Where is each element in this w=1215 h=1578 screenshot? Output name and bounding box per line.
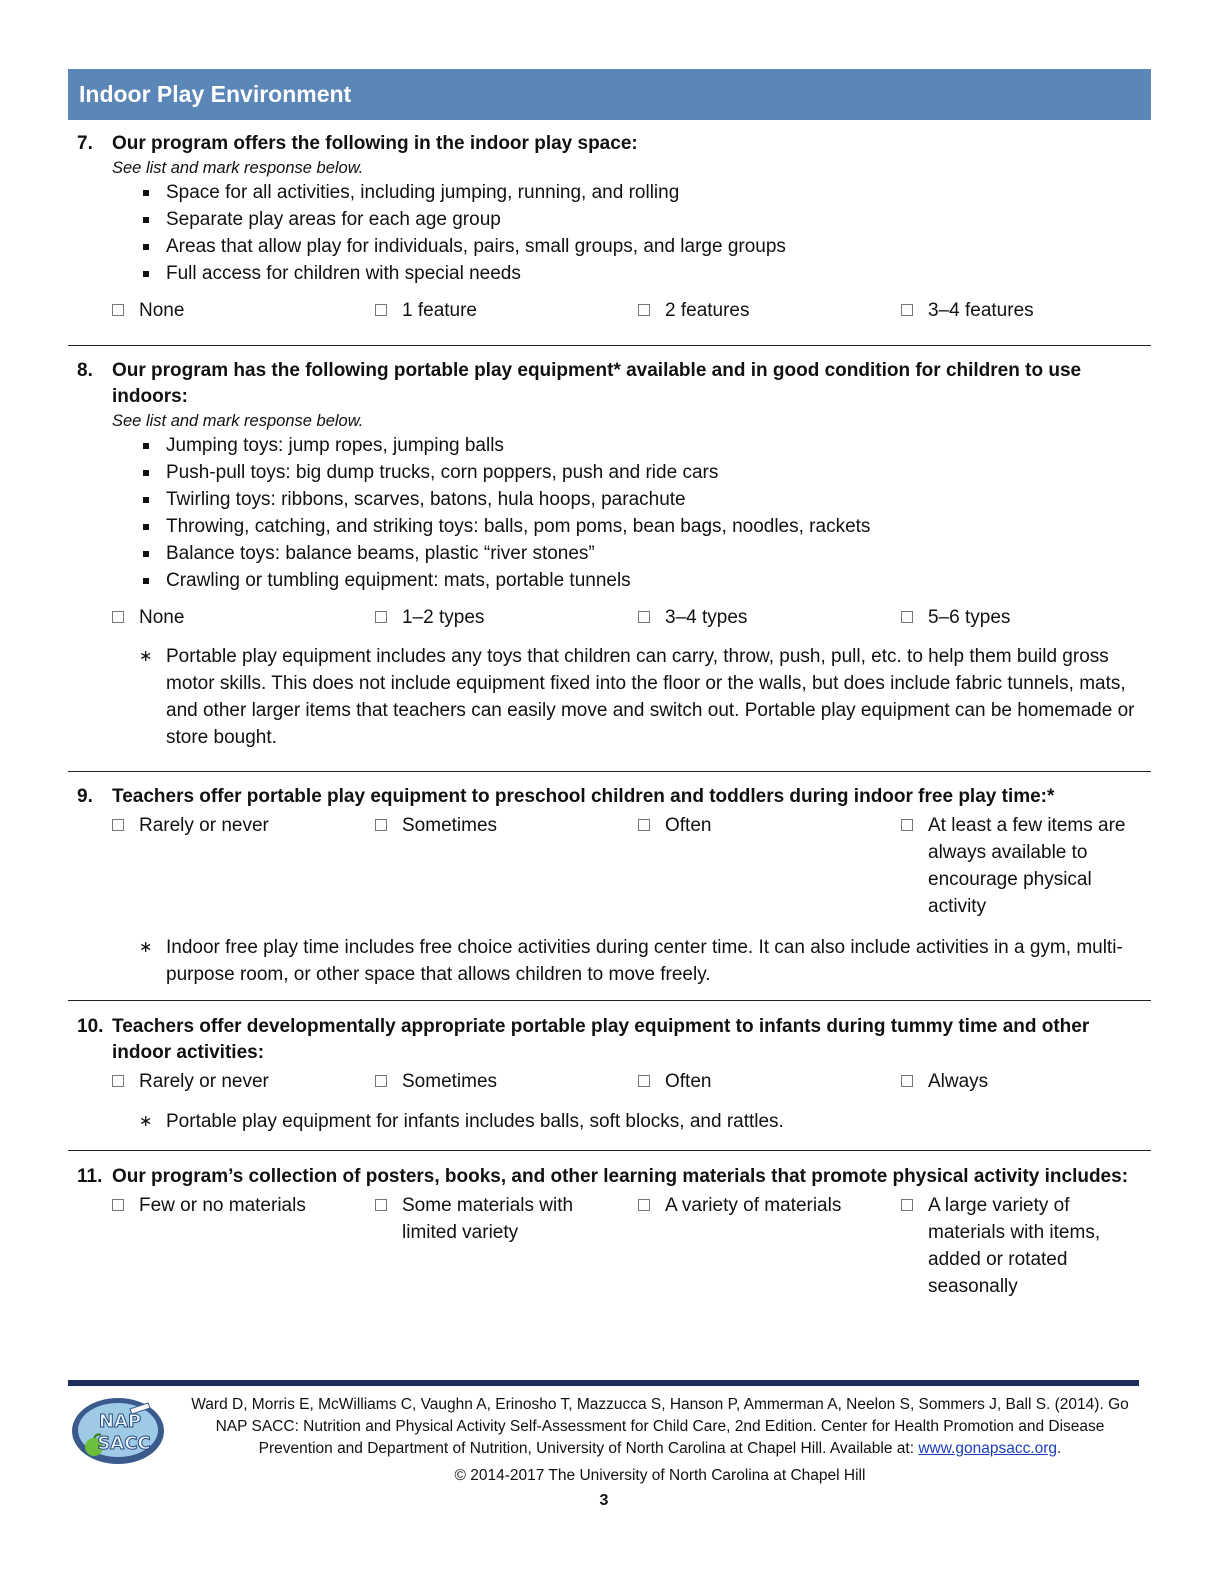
option-checkbox[interactable]	[112, 604, 357, 631]
website-link[interactable]: www.gonapsacc.org	[918, 1440, 1058, 1457]
footnote-text: Portable play equipment for infants includes balls, soft blocks, and rattles.	[166, 1111, 784, 1132]
checkbox-icon[interactable]	[901, 611, 913, 623]
question-instructions: See list and mark response below.	[112, 159, 364, 177]
divider	[68, 771, 1151, 772]
option-label: Rarely or never	[139, 815, 269, 836]
list-item: Push-pull toys: big dump trucks, corn poppers, push and ride cars	[138, 459, 1151, 486]
question-number: 9.	[77, 786, 93, 807]
option-label: 5–6 types	[928, 607, 1011, 628]
asterisk-icon: ∗	[139, 648, 153, 665]
citation-end: .	[1057, 1440, 1062, 1457]
option-label: Often	[665, 815, 712, 836]
checkbox-icon[interactable]	[112, 611, 124, 623]
option-checkbox[interactable]	[112, 1192, 357, 1219]
equipment-list	[68, 432, 1151, 594]
option-checkbox[interactable]	[375, 604, 620, 631]
answer-options	[68, 297, 1151, 327]
option-checkbox[interactable]	[112, 812, 357, 839]
checkbox-icon[interactable]	[112, 1199, 124, 1211]
option-label: A large variety of materials with items, added or rotated seasonally	[928, 1195, 1101, 1297]
page-number: 3	[599, 1492, 609, 1509]
nap-sacc-logo-icon	[70, 1395, 168, 1467]
checkbox-icon[interactable]	[375, 819, 387, 831]
divider	[68, 345, 1151, 346]
option-label: 3–4 features	[928, 300, 1034, 321]
option-label: Sometimes	[402, 1071, 498, 1092]
nap-sacc-logo	[70, 1395, 168, 1467]
list-item: Full access for children with special needs	[138, 260, 1151, 287]
option-label: Always	[928, 1071, 989, 1092]
question-title	[68, 131, 1151, 157]
checkbox-icon[interactable]	[375, 1075, 387, 1087]
question-7	[68, 131, 1151, 327]
option-label: At least a few items are always available to encourage physical activity	[928, 815, 1126, 917]
option-label: Few or no materials	[139, 1195, 306, 1216]
option-label: 1 feature	[402, 300, 477, 321]
question-11	[68, 1164, 1151, 1300]
option-label: None	[139, 300, 185, 321]
question-title	[68, 1014, 1151, 1066]
question-number: 8.	[77, 360, 93, 381]
checkbox-icon[interactable]	[901, 1075, 913, 1087]
question-text: Teachers offer developmentally appropriate portable play equipment to infants during tummy time and other indoor activities:	[112, 1016, 1090, 1063]
copyright: © 2014-2017 The University of North Carolina at Chapel Hill	[454, 1467, 866, 1484]
option-checkbox[interactable]	[375, 812, 620, 839]
option-checkbox[interactable]	[638, 812, 883, 839]
option-checkbox[interactable]	[638, 1192, 883, 1219]
option-label: None	[139, 607, 185, 628]
checkbox-icon[interactable]	[638, 1075, 650, 1087]
question-number: 11.	[77, 1166, 103, 1187]
footnote-text: Portable play equipment includes any toys that children can carry, throw, push, pull, etc. to help them build gross motor skills. This does not include equipment fixed into the floor or the walls, but does include fabric tunnels, mats, and other larger items that teachers can easily move and switch out. Portable play equipment can be homemade or store bought.	[166, 646, 1135, 748]
option-checkbox[interactable]	[112, 297, 357, 324]
option-label: Some materials with limited variety	[402, 1195, 574, 1243]
citation-text: Ward D, Morris E, McWilliams C, Vaughn A, Erinosho T, Mazzucca S, Hanson P, Ammerman A, Neelon S, Sommers J, Ball S. (2014). Go NAP SACC: Nutrition and Physical Activity Self-Assessment for Child Care, 2nd Edition. Center for Health Promotion and Disease Prevention and Department of Nutrition, University of North Carolina at Chapel Hill. Available at:	[191, 1396, 1129, 1457]
asterisk-icon: ∗	[139, 1113, 153, 1130]
answer-options	[68, 1068, 1151, 1098]
checkbox-icon[interactable]	[375, 1199, 387, 1211]
asterisk-icon: ∗	[139, 939, 153, 956]
question-instructions: See list and mark response below.	[112, 412, 364, 430]
list-item: Twirling toys: ribbons, scarves, batons, hula hoops, parachute	[138, 486, 1151, 513]
checkbox-icon[interactable]	[112, 304, 124, 316]
checkbox-icon[interactable]	[638, 1199, 650, 1211]
option-label: 2 features	[665, 300, 750, 321]
checkbox-icon[interactable]	[112, 1075, 124, 1087]
footer-bar	[68, 1380, 1139, 1386]
question-title	[68, 1164, 1151, 1190]
list-item: Separate play areas for each age group	[138, 206, 1151, 233]
option-checkbox[interactable]	[375, 297, 620, 324]
footnote	[68, 1108, 1151, 1135]
answer-options	[68, 604, 1151, 634]
divider	[68, 1000, 1151, 1001]
list-item: Space for all activities, including jumping, running, and rolling	[138, 179, 1151, 206]
option-label: Rarely or never	[139, 1071, 269, 1092]
option-checkbox[interactable]	[901, 297, 1146, 324]
option-checkbox[interactable]	[901, 604, 1146, 631]
list-item: Jumping toys: jump ropes, jumping balls	[138, 432, 1151, 459]
option-checkbox[interactable]	[375, 1068, 620, 1095]
question-title	[68, 358, 1151, 410]
option-checkbox[interactable]	[901, 812, 1146, 920]
list-item: Throwing, catching, and striking toys: balls, pom poms, bean bags, noodles, rackets	[138, 513, 1151, 540]
question-9	[68, 784, 1151, 988]
option-checkbox[interactable]	[901, 1068, 1146, 1095]
checkbox-icon[interactable]	[901, 819, 913, 831]
question-text: Our program’s collection of posters, books, and other learning materials that promote physical activity includes:	[112, 1166, 1129, 1187]
divider	[68, 1150, 1151, 1151]
checkbox-icon[interactable]	[375, 611, 387, 623]
checkbox-icon[interactable]	[112, 819, 124, 831]
footnote-text: Indoor free play time includes free choice activities during center time. It can also include activities in a gym, multi-purpose room, or other space that allows children to move freely.	[166, 937, 1123, 985]
list-item: Balance toys: balance beams, plastic “river stones”	[138, 540, 1151, 567]
question-text: Our program has the following portable play equipment* available and in good condition for children to use indoors:	[112, 360, 1082, 407]
question-text: Teachers offer portable play equipment to preschool children and toddlers during indoor free play time:*	[112, 786, 1055, 807]
option-label: 1–2 types	[402, 607, 485, 628]
option-checkbox[interactable]	[901, 1192, 1146, 1300]
option-checkbox[interactable]	[638, 1068, 883, 1095]
citation	[180, 1394, 1140, 1460]
list-item: Areas that allow play for individuals, pairs, small groups, and large groups	[138, 233, 1151, 260]
checkbox-icon[interactable]	[901, 304, 913, 316]
checkbox-icon[interactable]	[901, 1199, 913, 1211]
logo-text-nap: NAP	[98, 1411, 142, 1432]
question-title	[68, 784, 1151, 810]
checkbox-icon[interactable]	[638, 819, 650, 831]
option-checkbox[interactable]	[375, 1192, 620, 1246]
question-10	[68, 1014, 1151, 1135]
answer-options	[68, 1192, 1151, 1300]
answer-options	[68, 812, 1151, 920]
question-text: Our program offers the following in the indoor play space:	[112, 133, 638, 154]
option-label: 3–4 types	[665, 607, 748, 628]
option-checkbox[interactable]	[112, 1068, 357, 1095]
footnote	[68, 934, 1151, 988]
checkbox-icon[interactable]	[638, 611, 650, 623]
option-checkbox[interactable]	[638, 604, 883, 631]
list-item: Crawling or tumbling equipment: mats, portable tunnels	[138, 567, 1151, 594]
feature-list	[68, 179, 1151, 287]
option-label: Sometimes	[402, 815, 498, 836]
checkbox-icon[interactable]	[638, 304, 650, 316]
logo-text-sacc: SACC	[97, 1433, 151, 1454]
option-label: Often	[665, 1071, 712, 1092]
question-8	[68, 358, 1151, 751]
option-checkbox[interactable]	[638, 297, 883, 324]
question-number: 7.	[77, 133, 93, 154]
section-title: Indoor Play Environment	[68, 69, 1151, 120]
footnote	[68, 643, 1151, 751]
question-number: 10.	[77, 1016, 104, 1037]
checkbox-icon[interactable]	[375, 304, 387, 316]
option-label: A variety of materials	[665, 1195, 842, 1216]
